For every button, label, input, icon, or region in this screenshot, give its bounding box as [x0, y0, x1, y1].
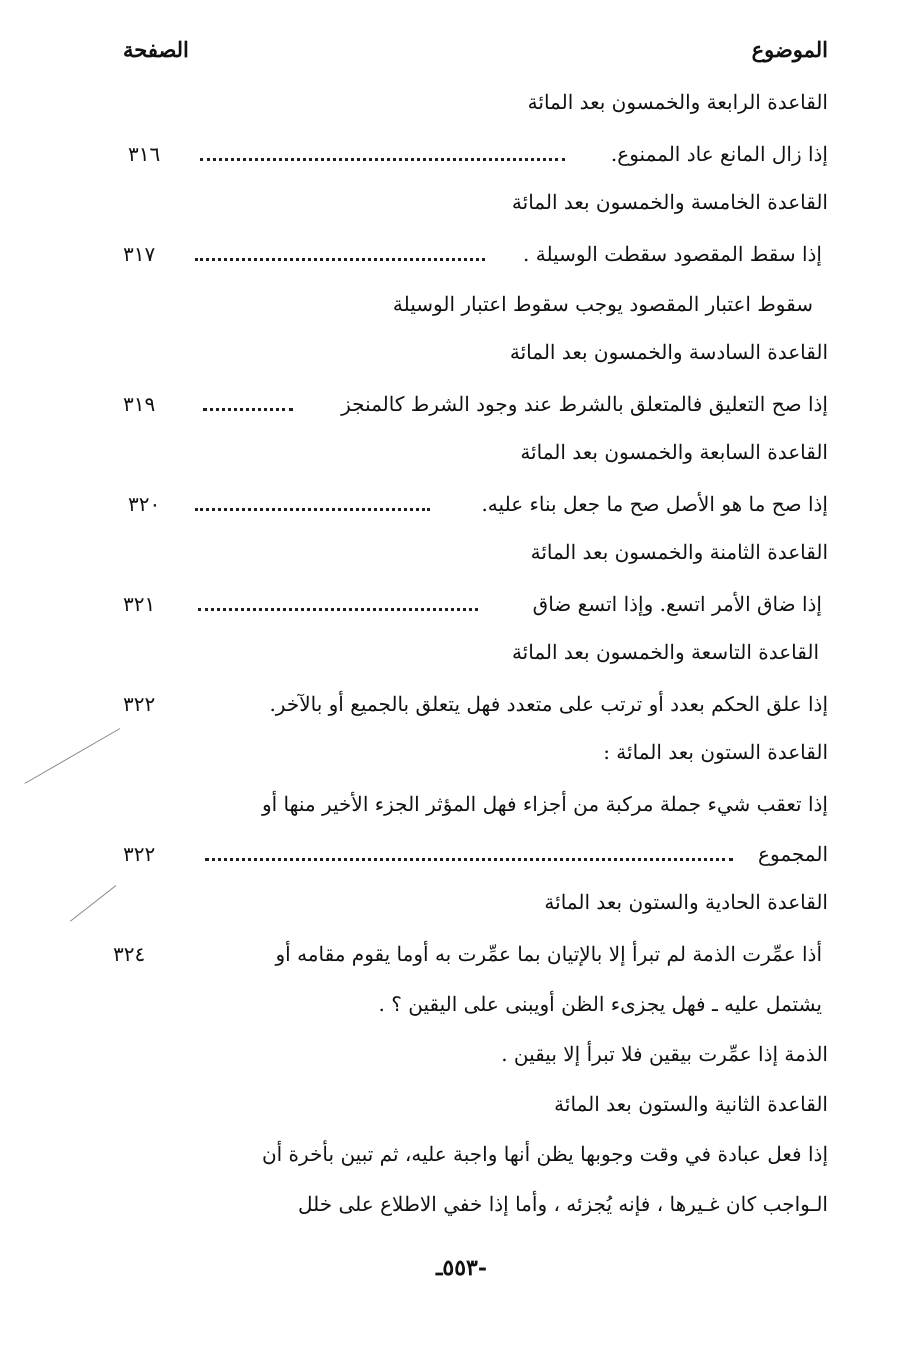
- header-page: الصفحة: [123, 37, 189, 62]
- leader-dots: [205, 856, 733, 861]
- pencil-mark: [70, 885, 116, 921]
- rule-heading: القاعدة الثامنة والخمسون بعد المائة: [530, 540, 828, 564]
- page-number: ٣٢١: [123, 592, 156, 616]
- rule-heading: القاعدة الرابعة والخمسون بعد المائة: [527, 90, 828, 114]
- rule-statement: المجموع: [758, 842, 828, 866]
- rule-statement: سقوط اعتبار المقصود يوجب سقوط اعتبار الوسيلة: [392, 292, 813, 316]
- rule-statement: إذا ضاق الأمر اتسع. وإذا اتسع ضاق: [532, 592, 822, 616]
- rule-statement: الـواجب كان غـيرها ، فإنه يُجزئه ، وأما إذا خفي الاطلاع على خلل: [298, 1192, 828, 1216]
- page-folio: -٥٥٣ـ: [435, 1255, 488, 1281]
- header-topic: الموضوع: [751, 37, 828, 62]
- rule-statement: إذا تعقب شيء جملة مركبة من أجزاء فهل المؤثر الجزء الأخير منها أو: [261, 792, 828, 816]
- leader-dots: [195, 256, 485, 261]
- rule-heading: القاعدة التاسعة والخمسون بعد المائة: [511, 640, 819, 664]
- rule-statement: إذا علق الحكم بعدد أو ترتب على متعدد فهل يتعلق بالجميع أو بالآخر.: [269, 692, 828, 716]
- rule-statement: إذا فعل عبادة في وقت وجوبها يظن أنها واجبة عليه، ثم تبين بأخرة أن: [261, 1142, 828, 1166]
- rule-statement: إذا زال المانع عاد الممنوع.: [610, 142, 828, 166]
- rule-statement: إذا صح ما هو الأصل صح ما جعل بناء عليه.: [481, 492, 828, 516]
- page-number: ٣٢٤: [113, 942, 146, 966]
- rule-statement: إذا سقط المقصود سقطت الوسيلة .: [523, 242, 822, 266]
- rule-heading: القاعدة السابعة والخمسون بعد المائة: [520, 440, 828, 464]
- rule-statement: أذا عمِّرت الذمة لم تبرأ إلا بالإتيان بما عمِّرت به أوما يقوم مقامه أو: [275, 942, 822, 966]
- rule-heading: القاعدة السادسة والخمسون بعد المائة: [509, 340, 828, 364]
- page-number: ٣٢٢: [123, 842, 156, 866]
- rule-statement: إذا صح التعليق فالمتعلق بالشرط عند وجود الشرط كالمنجز: [341, 392, 828, 416]
- rule-heading: القاعدة الستون بعد المائة :: [603, 740, 828, 764]
- leader-dots: [200, 156, 565, 161]
- page-number: ٣٢٠: [128, 492, 161, 516]
- rule-heading: القاعدة الحادية والستون بعد المائة: [544, 890, 828, 914]
- leader-dots: [195, 506, 430, 511]
- page-number: ٣١٧: [123, 242, 156, 266]
- rule-heading: القاعدة الخامسة والخمسون بعد المائة: [511, 190, 828, 214]
- page-number: ٣٢٢: [123, 692, 156, 716]
- leader-dots: [198, 606, 478, 611]
- rule-statement: الذمة إذا عمِّرت بيقين فلا تبرأ إلا بيقين .: [501, 1042, 828, 1066]
- rule-heading: القاعدة الثانية والستون بعد المائة: [554, 1092, 828, 1116]
- page-number: ٣١٦: [128, 142, 161, 166]
- leader-dots: [203, 406, 293, 411]
- pencil-mark: [24, 728, 120, 784]
- page-number: ٣١٩: [123, 392, 156, 416]
- rule-statement: يشتمل عليه ـ فهل يجزىء الظن أويبنى على اليقين ؟ .: [378, 992, 822, 1016]
